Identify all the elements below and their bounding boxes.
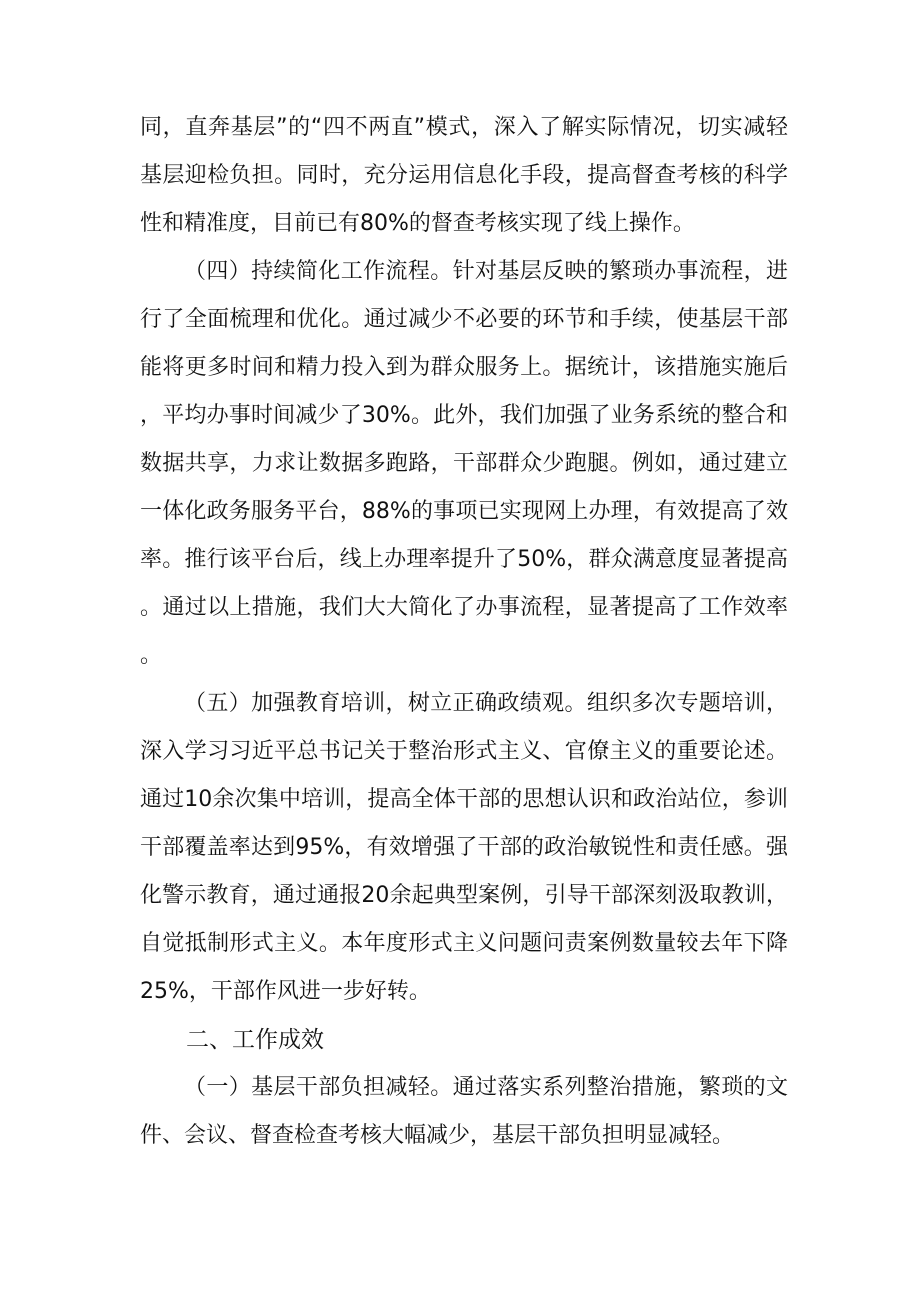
paragraph-education-training: （五）加强教育培训，树立正确政绩观。组织多次专题培训，深入学习习近平总书记关于整治形式主义、官僚主义的重要论述。通过10余次集中培训，提高全体干部的思想认识和政治站位，参训干部覆盖率达到95%，有效增强了干部的政治敏锐性和责任感。强化警示教育，通过通报20余起典型案例，引导干部深刻汲取教训，自觉抵制形式主义。本年度形式主义问题问责案例数量较去年下降25%，干部作风进一步好转。 xyxy=(140,691,788,1004)
paragraph-simplify-workflow: （四）持续简化工作流程。针对基层反映的繁琐办事流程，进行了全面梳理和优化。通过减少不必要的环节和手续，使基层干部能将更多时间和精力投入到为群众服务上。据统计，该措施实施后，平均办事时间减少了30%。此外，我们加强了业务系统的整合和数据共享，力求让数据多跑路，干部群众少跑腿。例如，通过建立一体化政务服务平台，88%的事项已实现网上办理，有效提高了效率。推行该平台后，线上办理率提升了50%，群众满意度显著提高。通过以上措施，我们大大简化了办事流程，显著提高了工作效率。 xyxy=(140,259,788,668)
paragraph-reduced-burden: （一）基层干部负担减轻。通过落实系列整治措施，繁琐的文件、会议、督查检查考核大幅减少，基层干部负担明显减轻。 xyxy=(140,1075,788,1148)
paragraph-continuation: 同，直奔基层”的“四不两直”模式，深入了解实际情况，切实减轻基层迎检负担。同时，充分运用信息化手段，提高督查考核的科学性和精准度，目前已有80%的督查考核实现了线上操作。 xyxy=(140,115,788,236)
section-heading: 二、工作成效 xyxy=(186,1027,324,1053)
document-body xyxy=(140,104,788,1160)
